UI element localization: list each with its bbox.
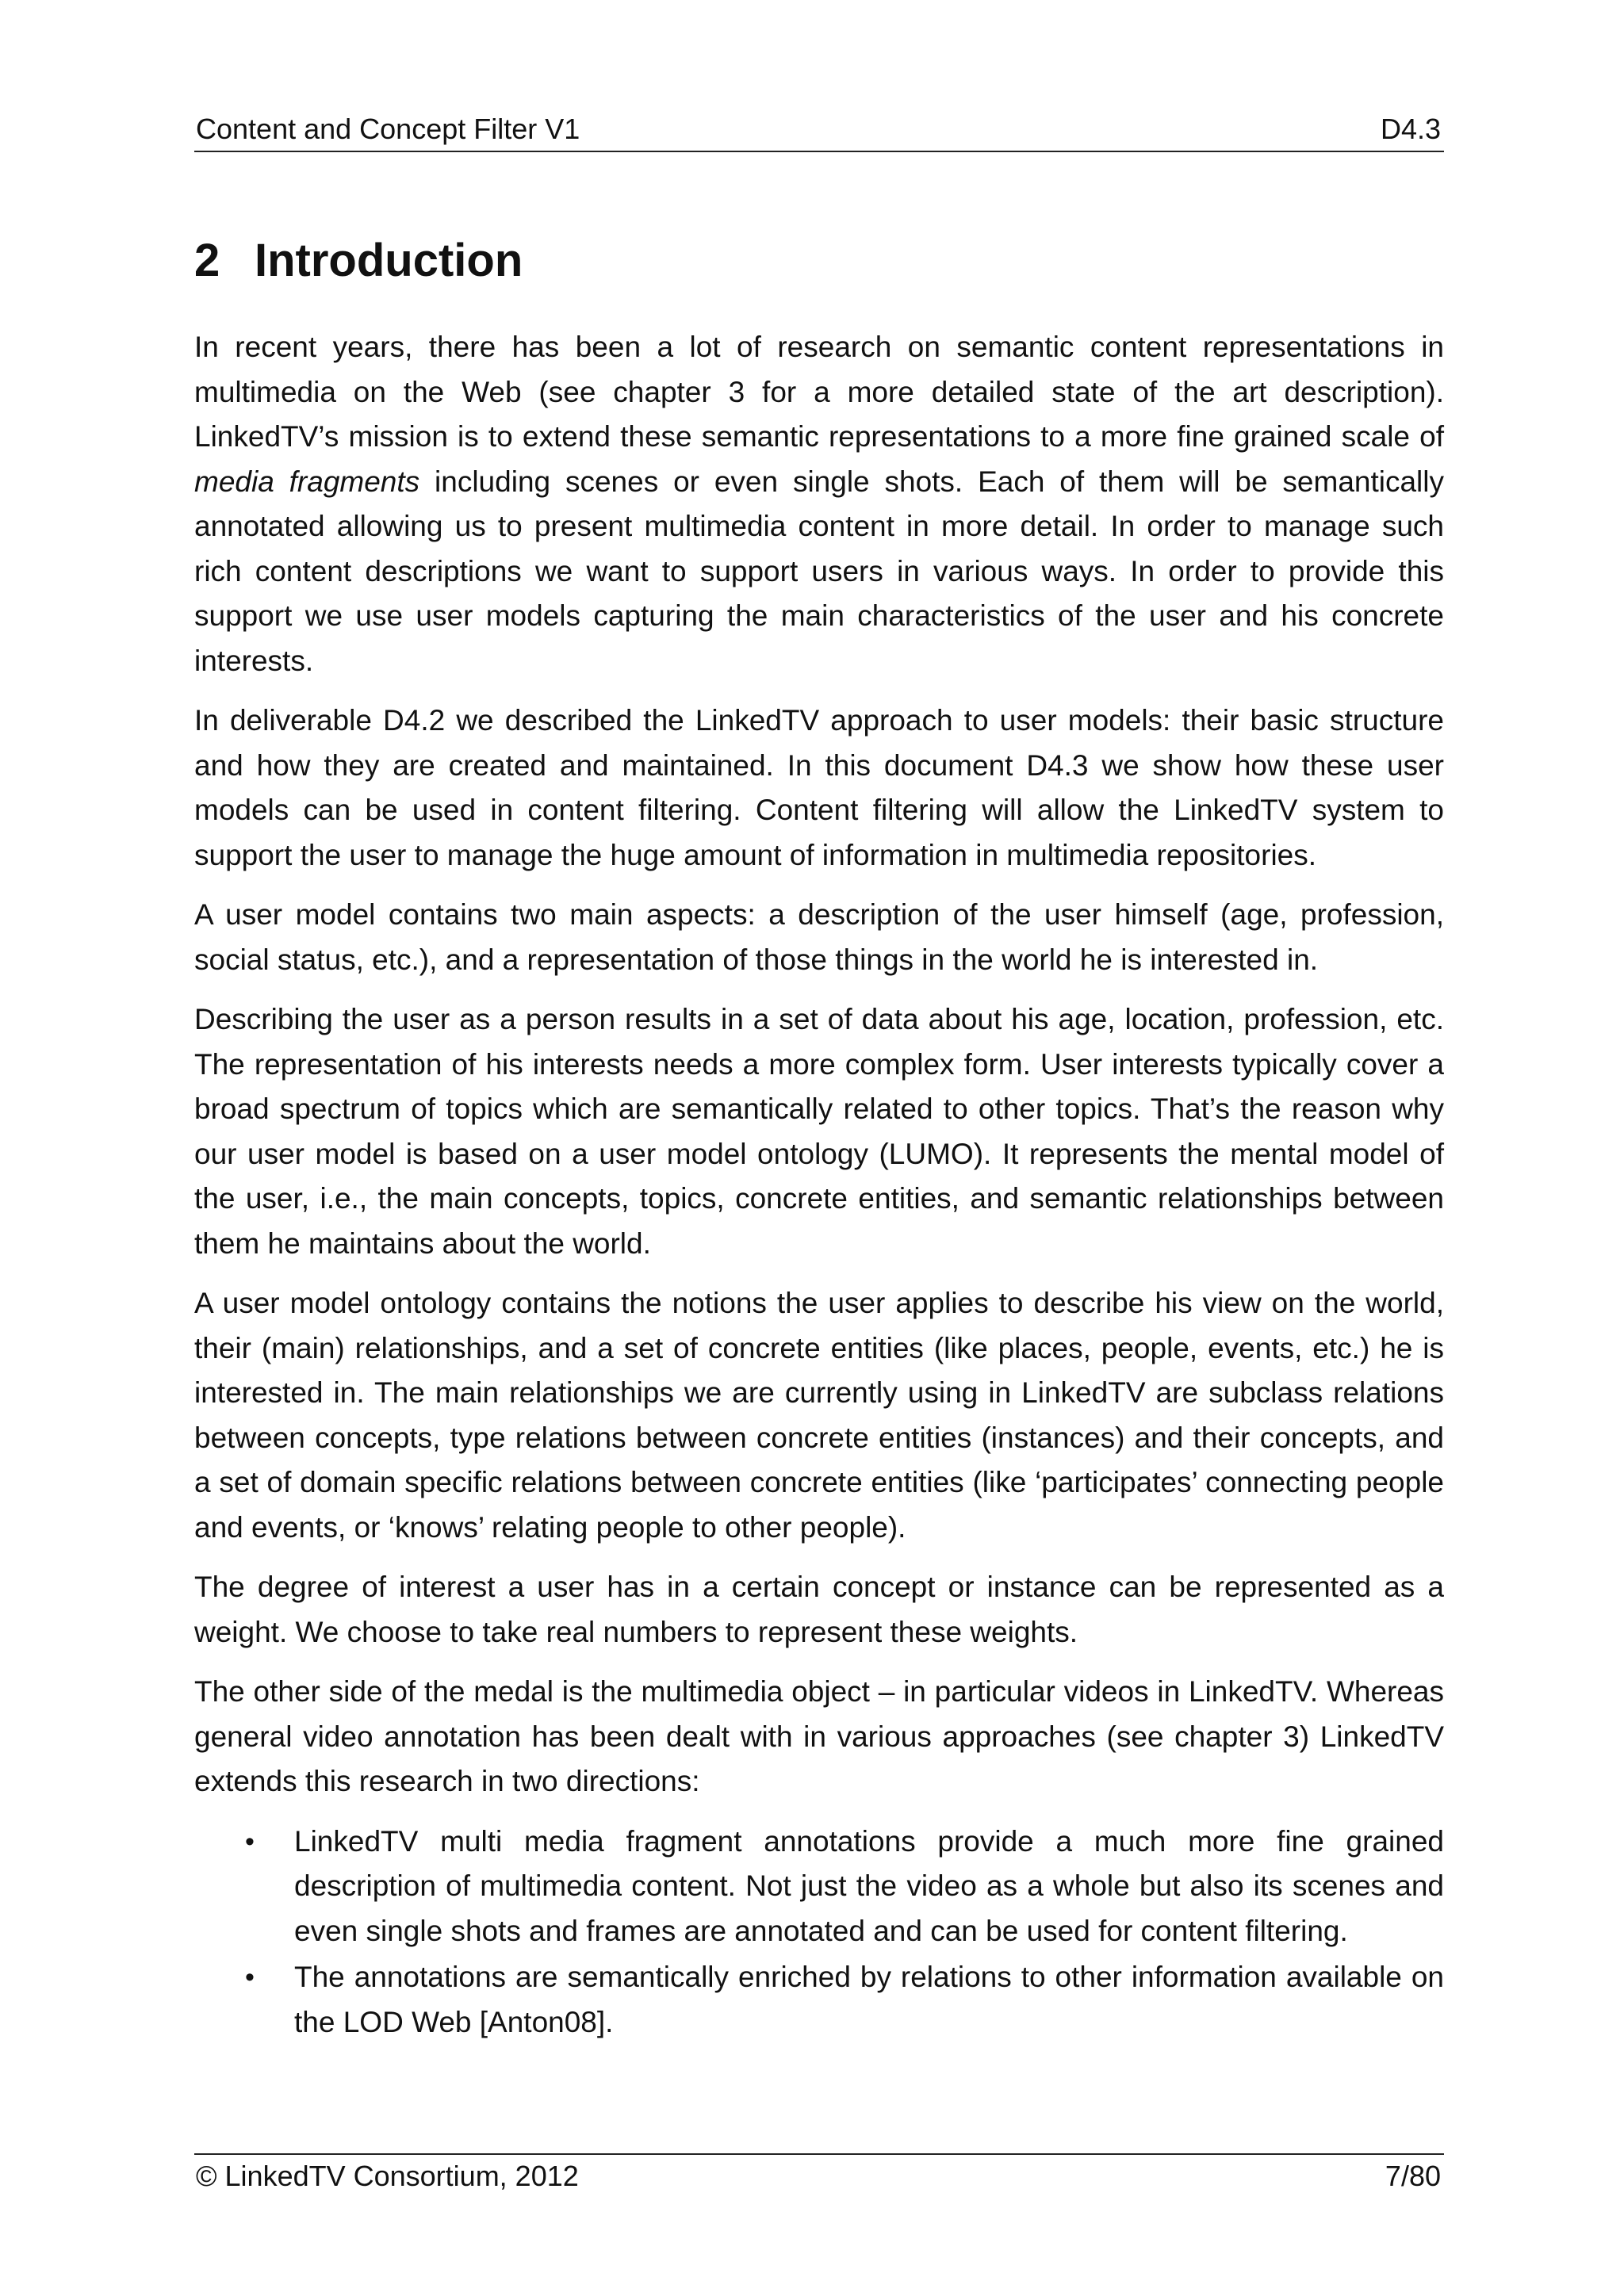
header-doc-id: D4.3 bbox=[1380, 113, 1441, 145]
body-text bbox=[194, 325, 1444, 2046]
header-title: Content and Concept Filter V1 bbox=[196, 113, 580, 145]
paragraph-6: The degree of interest a user has in a certain concept or instance can be represented as a weight. We choose to take real numbers to represent these weights. bbox=[194, 1571, 1444, 1648]
section-heading bbox=[194, 232, 523, 290]
bullet-list bbox=[194, 1820, 1444, 2045]
paragraph-1-emphasis: media fragments bbox=[194, 465, 420, 498]
bullet-item bbox=[194, 1820, 1444, 1954]
paragraph-3: A user model contains two main aspects: a description of the user himself (age, profession, social status, etc.), and a representation of those things in the world he is interested in. bbox=[194, 898, 1444, 976]
bullet-item-text: The annotations are semantically enriched by relations to other information available on the LOD Web [Anton08]. bbox=[294, 1961, 1444, 2038]
paragraph-1 bbox=[194, 325, 1444, 683]
paragraph-5: A user model ontology contains the notions the user applies to describe his view on the world, their (main) relationships, and a set of concrete entities (like places, people, events, etc.) he is interested in. The main relationships we are currently using in LinkedTV are subclass relations between concepts, type relations between concrete entities (instances) and their concepts, and a set of domain specific relations between concrete entities (like ‘participates’ connecting people and events, or ‘knows’ relating people to other people). bbox=[194, 1287, 1444, 1544]
footer-page-number: 7/80 bbox=[1385, 2160, 1441, 2192]
paragraph-4: Describing the user as a person results in a set of data about his age, location, profession, etc. The representation of his interests needs a more complex form. User interests typically cover a broad spectrum of topics which are semantically related to other topics. That’s the reason why our user model is based on a user model ontology (LUMO). It represents the mental model of the user, i.e., the main concepts, topics, concrete entities, and semantic relationships between them he maintains about the world. bbox=[194, 1003, 1444, 1260]
running-header bbox=[194, 111, 1444, 152]
bullet-item bbox=[194, 1955, 1444, 2045]
paragraph-2: In deliverable D4.2 we described the LinkedTV approach to user models: their basic structure and how they are created and maintained. In this document D4.3 we show how these user models can be used in content filtering. Content filtering will allow the LinkedTV system to support the user to manage the huge amount of information in multimedia repositories. bbox=[194, 704, 1444, 871]
bullet-icon: • bbox=[245, 1962, 255, 1992]
section-title: Introduction bbox=[255, 235, 523, 286]
running-footer bbox=[194, 2153, 1444, 2192]
bullet-item-text: LinkedTV multi media fragment annotations provide a much more fine grained description of multimedia content. Not just the video as a whole but also its scenes and even single shots and frames are annotated and can be used for content filtering. bbox=[294, 1824, 1444, 1947]
paragraph-1-part-a: In recent years, there has been a lot of research on semantic content representations in multimedia on the Web (see chapter 3 for a more detailed state of the art description). LinkedTV’s mission is to extend these semantic representations to a more fine grained scale of bbox=[194, 331, 1444, 453]
paragraph-7: The other side of the medal is the multimedia object – in particular videos in LinkedTV. Whereas general video annotation has been dealt with in various approaches (see chapter 3) LinkedTV extends this research in two directions: bbox=[194, 1675, 1444, 1797]
footer-copyright: © LinkedTV Consortium, 2012 bbox=[196, 2160, 579, 2192]
section-number: 2 bbox=[194, 235, 220, 286]
bullet-icon: • bbox=[245, 1826, 255, 1857]
paragraph-1-part-b: including scenes or even single shots. Each of them will be semantically annotated allowing us to present multimedia content in more detail. In order to manage such rich content descriptions we want to support users in various ways. In order to provide this support we use user models capturing the main characteristics of the user and his concrete interests. bbox=[194, 465, 1444, 677]
